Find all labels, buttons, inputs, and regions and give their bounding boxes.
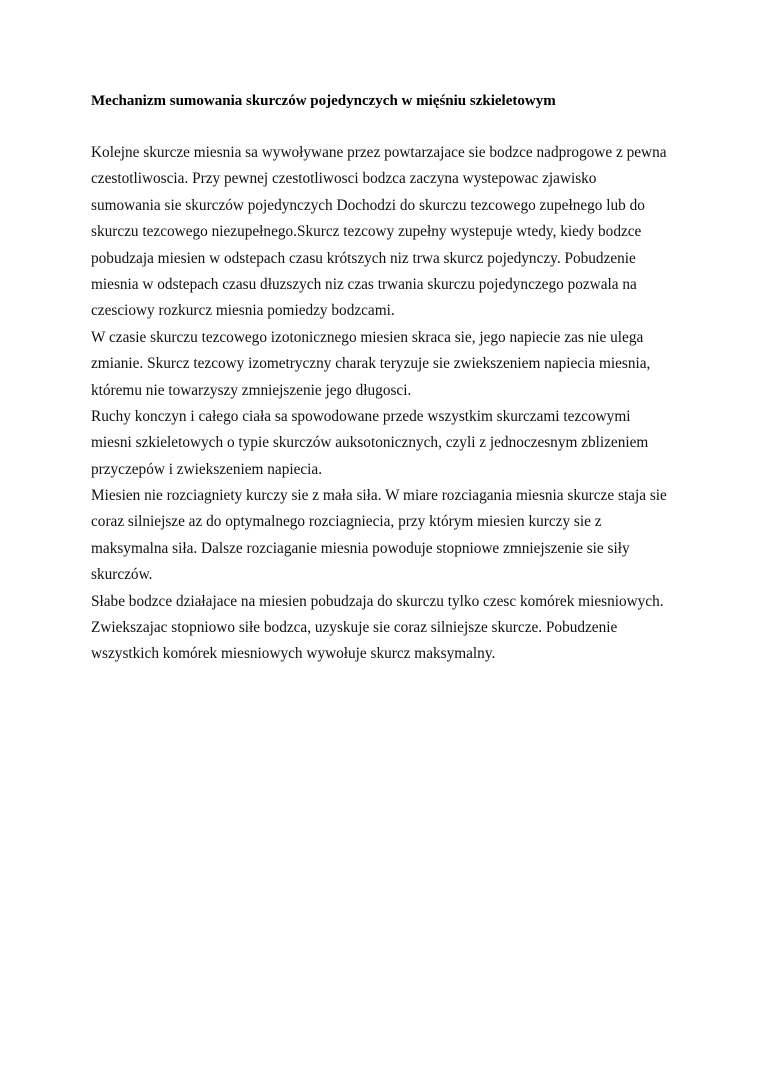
text-line: miesni szkieletowych o typie skurczów auksotonicznych, czyli z jednoczesnym zblizeniem bbox=[91, 434, 649, 452]
text-line: zmianie. Skurcz tezcowy izometryczny charak teryzuje sie zwiekszeniem napiecia miesnia, bbox=[91, 355, 651, 373]
text-line: maksymalna siła. Dalsze rozciaganie miesnia powoduje stopniowe zmniejszenie sie siły bbox=[91, 539, 630, 557]
text-line: przyczepów i zwiekszeniem napiecia. bbox=[91, 460, 323, 478]
document-body bbox=[91, 140, 681, 668]
text-line: któremu nie towarzyszy zmniejszenie jego długosci. bbox=[91, 381, 412, 399]
text-line: Miesien nie rozciagniety kurczy sie z mała siła. W miare rozciagania miesnia skurcze staja sie bbox=[91, 487, 667, 505]
document-title: Mechanizm sumowania skurczów pojedynczych w mięśniu szkieletowym bbox=[91, 93, 556, 109]
text-line: pobudzaja miesien w odstepach czasu krótszych niz trwa skurcz pojedynczy. Pobudzenie bbox=[91, 249, 636, 267]
text-line: Słabe bodzce działajace na miesien pobudzaja do skurczu tylko czesc komórek miesniowych. bbox=[91, 592, 664, 610]
text-line: wszystkich komórek miesniowych wywołuje skurcz maksymalny. bbox=[91, 645, 496, 663]
text-line: czesciowy rozkurcz miesnia pomiedzy bodzcami. bbox=[91, 302, 395, 320]
text-line: Ruchy konczyn i całego ciała sa spowodowane przede wszystkim skurczami tezcowymi bbox=[91, 407, 631, 425]
text-line: Zwiekszajac stopniowo siłe bodzca, uzyskuje sie coraz silniejsze skurcze. Pobudzenie bbox=[91, 619, 618, 637]
text-line: czestotliwoscia. Przy pewnej czestotliwosci bodzca zaczyna wystepowac zjawisko bbox=[91, 170, 597, 188]
text-line: miesnia w odstepach czasu dłuzszych niz czas trwania skurczu pojedynczego pozwala na bbox=[91, 275, 637, 293]
text-line: skurczu tezcowego niezupełnego.Skurcz tezcowy zupełny wystepuje wtedy, kiedy bodzce bbox=[91, 223, 642, 241]
text-line: coraz silniejsze az do optymalnego rozciagniecia, przy którym miesien kurczy sie z bbox=[91, 513, 602, 531]
text-line: sumowania sie skurczów pojedynczych Dochodzi do skurczu tezcowego zupełnego lub do bbox=[91, 196, 645, 214]
text-line: Kolejne skurcze miesnia sa wywoływane przez powtarzajace sie bodzce nadprogowe z pewna bbox=[91, 144, 667, 161]
text-line: W czasie skurczu tezcowego izotonicznego miesien skraca sie, jego napiecie zas nie ulega bbox=[91, 328, 644, 346]
text-line: skurczów. bbox=[91, 566, 153, 584]
